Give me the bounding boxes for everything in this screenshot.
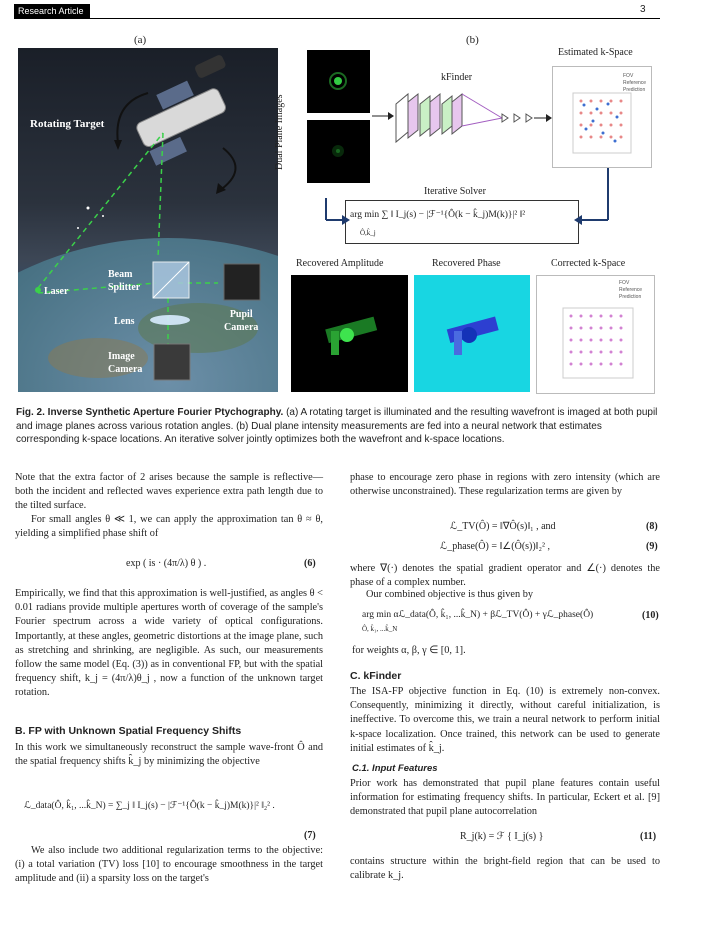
recovered-amplitude-image	[291, 275, 408, 392]
satellite-icon	[135, 54, 228, 166]
equation-9-number: (9)	[646, 541, 658, 552]
legend-prediction-2: Prediction	[619, 294, 642, 300]
dual-plane-label-wrap	[274, 72, 288, 172]
left-paragraph-4: In this work we simultaneously reconstruct the sample wave-front Ô and the spatial frequency shifts k̂_j by minimizing the objective	[15, 742, 323, 768]
section-c1-heading: C.1. Input Features	[352, 763, 438, 774]
right-paragraph-5: The ISA-FP objective function in Eq. (10) is extremely non-convex. Consequently, minimizing it directly, without careful initialization, is ineffective. To overcome this, we train a neural network to perform initial k-space localization. Once trained, this network can be used to generate initial estimates of k̂_j.	[350, 686, 660, 754]
label-rotating-target: Rotating Target	[30, 118, 105, 130]
legend-estimated	[623, 73, 646, 94]
dual-plane-label: Dual Plane Images	[274, 94, 285, 170]
solver-subscript: Ô,k̂_j	[360, 229, 376, 237]
equation-6-number: (6)	[304, 558, 316, 569]
right-paragraph-7: contains structure within the bright-field region that can be used to calibrate k_j.	[350, 856, 660, 882]
label-image-2: Camera	[108, 364, 143, 375]
equation-9: ℒ_phase(Ô) = ‖∠(Ô(s))‖₂² ,	[440, 541, 550, 552]
page-number: 3	[640, 4, 646, 15]
left-paragraph-5: We also include two additional regularization terms to the objective: (i) a total variation (TV) loss [10] to encourage smoothness in the target amplitude and (ii) a sparsity loss on the target's	[15, 845, 323, 885]
label-image-1: Image	[108, 351, 135, 362]
solver-equation: arg min ∑ ‖ I_j(s) − |ℱ⁻¹{Ô(k − k̂_j)M(k)}|² ‖²	[350, 210, 526, 220]
estimated-kspace-label: Estimated k-Space	[558, 47, 633, 58]
label-pupil-camera	[224, 308, 258, 334]
recovered-phase-image	[414, 275, 530, 392]
equation-7-number: (7)	[304, 830, 316, 841]
kfinder-label: kFinder	[441, 72, 473, 83]
equation-11: R_j(k) = ℱ { I_j(s) }	[460, 831, 544, 842]
corrected-kspace-label: Corrected k-Space	[551, 258, 626, 269]
section-c-heading: C. kFinder	[350, 670, 402, 682]
equation-10-subscript: Ô, k̂₁, ...k̂_N	[362, 625, 398, 633]
label-lens: Lens	[114, 316, 135, 327]
label-laser: Laser	[44, 286, 69, 297]
right-paragraph-4: for weights α, β, γ ∈ [0, 1].	[352, 645, 466, 656]
estimated-kspace-plot	[552, 66, 652, 168]
header-rule	[90, 18, 660, 19]
recovered-phase-label: Recovered Phase	[432, 258, 501, 269]
solver-arrows	[320, 168, 620, 258]
label-pupil-2: Camera	[224, 322, 259, 333]
equation-10: arg min αℒ_data(Ô, k̂₁, ...k̂_N) + βℒ_TV(Ô) + γℒ_phase(Ô)	[362, 610, 594, 620]
equation-6: exp ( is · (4π/λ) θ ) .	[126, 558, 207, 569]
recovered-amplitude-label: Recovered Amplitude	[296, 258, 384, 269]
left-paragraph-1: Note that the extra factor of 2 arises because the sample is reflective—both the incident and reflected waves experience extra path length due to the tilted surface.	[15, 472, 323, 512]
article-type-tag: Research Article	[14, 4, 90, 19]
pupil-camera-shape	[224, 264, 260, 300]
right-paragraph-1: phase to encourage zero phase in regions with zero intensity (which are otherwise unconstrained). These regularization terms are given by	[350, 472, 660, 498]
scene-graphics	[18, 48, 278, 392]
panel-a-label: (a)	[134, 34, 147, 46]
left-paragraph-3: Empirically, we find that this approximation is well-justified, as angles θ < 0.01 radians provide multiple apertures worth of coverage of the sample's Fourier spectrum across a wide variety of optical configurations. Importantly, at these angles, geometric distortions at the image plane, such as stretching and shrinking, are negligible. As such, our measurements follow the same model (Eq. (3)) as in conventional FP, but with the spatial frequency shift, k_j = (4π/λ)θ_j , now a function of the unknown target rotation.	[15, 588, 323, 699]
caption-title: Fig. 2. Inverse Synthetic Aperture Fourier Ptychography.	[16, 407, 284, 418]
section-b-heading: B. FP with Unknown Spatial Frequency Shifts	[15, 725, 242, 737]
equation-7: ℒ_data(Ô, k̂₁, ...k̂_N) = ∑_j ‖ I_j(s) − |ℱ⁻¹{Ô(k − k̂_j)M(k)}|² ‖₂² .	[24, 801, 275, 811]
legend-reference: Reference	[623, 80, 647, 86]
laser-dot	[35, 287, 41, 293]
legend-corrected	[619, 280, 642, 301]
label-image-camera	[108, 350, 142, 376]
panel-b-label: (b)	[466, 34, 479, 46]
right-paragraph-3: Our combined objective is thus given by	[366, 589, 534, 600]
corrected-kspace-plot	[536, 275, 655, 394]
rotation-arrow-right	[223, 148, 236, 188]
lens-shape	[150, 315, 190, 325]
image-camera-shape	[154, 344, 190, 380]
label-pupil-1: Pupil	[229, 309, 253, 320]
pupil-image-thumb	[307, 50, 370, 113]
kfinder-network	[372, 84, 552, 148]
legend-fov: FOV	[623, 73, 634, 79]
iterative-solver-label: Iterative Solver	[424, 186, 486, 197]
legend-fov-2: FOV	[619, 280, 630, 286]
label-beam-splitter	[108, 268, 140, 294]
equation-8: ℒ_TV(Ô) = ‖∇Ô(s)‖₁ , and	[450, 521, 556, 532]
legend-reference-2: Reference	[619, 287, 643, 293]
right-paragraph-6: Prior work has demonstrated that pupil plane features contain useful information for estimating frequency shifts. In particular, Eckert et al. [9] demonstrated that pupil plane autocorrelation	[350, 778, 660, 818]
legend-prediction: Prediction	[623, 87, 646, 93]
label-beam-1: Beam	[108, 269, 133, 280]
equation-8-number: (8)	[646, 521, 658, 532]
scene-panel	[18, 48, 278, 392]
equation-11-number: (11)	[640, 831, 657, 842]
left-paragraph-2: For small angles θ ≪ 1, we can apply the approximation tan θ ≈ θ, yielding a simplified phase shift of	[15, 514, 323, 540]
equation-10-number: (10)	[642, 610, 659, 621]
right-paragraph-2: where ∇(·) denotes the spatial gradient operator and ∠(·) denotes the phase of a complex number.	[350, 563, 660, 589]
label-beam-2: Splitter	[108, 282, 141, 293]
figure-caption	[16, 406, 662, 447]
caption-body: (a) A rotating target is illuminated and the resulting wavefront is imaged at both pupil and image planes across various rotation angles. (b) Dual plane intensity measurements are fed into a neural network that estimates corresponding k-space locations. An iterative solver jointly optimizes both the wavefront and k-space locations.	[16, 407, 658, 445]
